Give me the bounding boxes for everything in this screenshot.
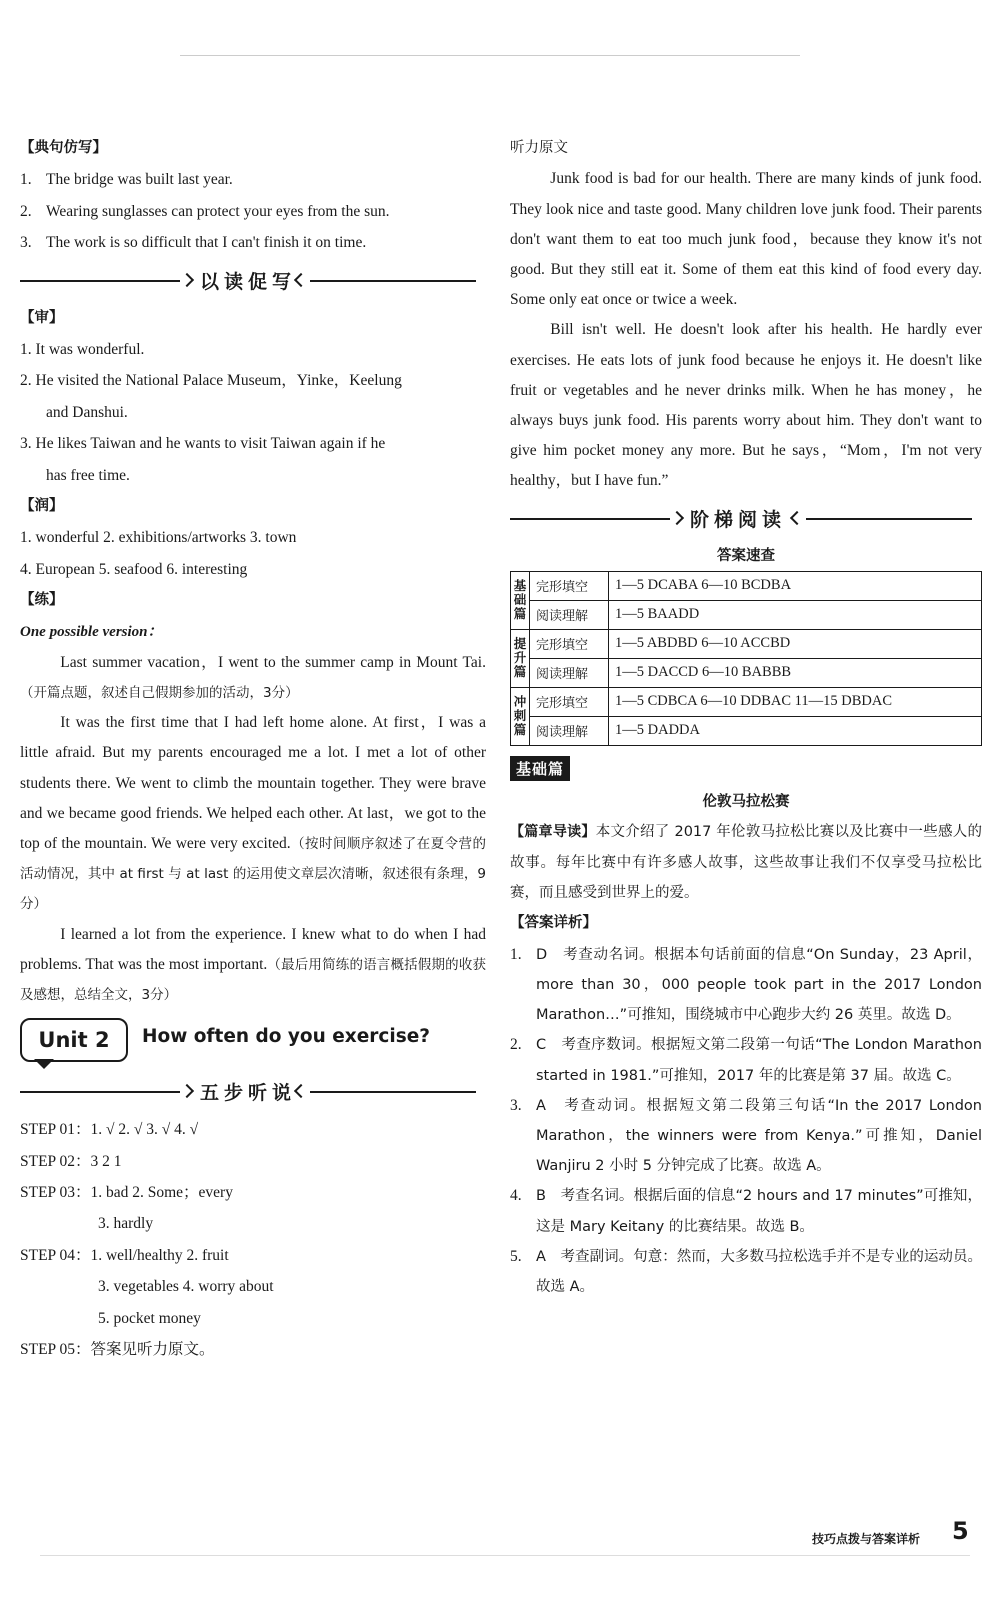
step-04: STEP 04：1. well/healthy 2. fruit [20, 1246, 229, 1264]
top-rule [180, 55, 800, 56]
answer-detail-2: 2. C 考查序数词。根据短文第二段第一句话“The London Marathon started in 1981.”可推知，2017 年的比赛是第 37 届。故选 C。 [510, 1036, 982, 1084]
shen-line-1: 1. It was wonderful. [20, 341, 145, 359]
unit-title: How often do you exercise? [142, 1026, 431, 1048]
footer-label: 技巧点拨与答案详析 [812, 1532, 921, 1546]
listening-paragraph-2: Bill isn't well. He doesn't look after his health. He hardly ever exercises. He eats lots of junk food because he enjoys it. He doesn't like fruit or vegetables and he never drinks milk. When he has money，he always buys junk food. His parents worry about him. They don't want to give him pocket money any more. But he says，“Mom，I'm not very healthy，but I have fun.” [510, 321, 982, 490]
chevron-right-icon [180, 1084, 194, 1098]
question-type: 完形填空 [530, 571, 609, 600]
dianju-item-3: 3. The work is so difficult that I can't finish it on time. [20, 234, 367, 252]
group-label: 冲刺篇 [511, 687, 530, 745]
answer-cell: 1—5 BAADD [609, 600, 982, 629]
table-row [511, 716, 982, 745]
shen-line-2b: and Danshui. [46, 403, 128, 421]
answer-cell: 1—5 DCABA 6—10 BCDBA [609, 571, 982, 600]
unit-header [20, 1018, 486, 1070]
essay-paragraph-3: I learned a lot from the experience. I knew what to do when I had problems. That was the most important.（最后用简练的语言概括假期的收获及感想，总结全文，3分） [20, 925, 486, 1003]
unit-badge: Unit 2 [20, 1018, 128, 1062]
run-line-1: 1. wonderful 2. exhibitions/artworks 3. town [20, 529, 297, 547]
dianju-heading: 【典句仿写】 [20, 140, 107, 156]
table-row [511, 600, 982, 629]
section-header-wubu: 五步听说 [20, 1076, 486, 1108]
answer-cell: 1—5 ABDBD 6—10 ACCBD [609, 629, 982, 658]
table-row [511, 687, 982, 716]
left-column [20, 133, 486, 1365]
answer-table [510, 571, 982, 746]
section-header-jieti: 阶梯阅读 [510, 503, 982, 535]
shen-line-3b: has free time. [46, 466, 130, 484]
table-row [511, 629, 982, 658]
section-tag: 基础篇 [510, 756, 570, 781]
listening-heading: 听力原文 [510, 140, 568, 156]
chevron-right-icon [670, 511, 684, 525]
detail-heading: 【答案详析】 [510, 915, 597, 932]
group-label: 提升篇 [511, 629, 530, 687]
run-line-2: 4. European 5. seafood 6. interesting [20, 560, 248, 578]
shen-line-2: 2. He visited the National Palace Museum，Yinke，Keelung [20, 372, 402, 390]
group-label: 基础篇 [511, 571, 530, 629]
article-title: 伦敦马拉松赛 [702, 793, 790, 810]
step-03b: 3. hardly [98, 1215, 154, 1233]
chevron-right-icon [180, 273, 194, 287]
shen-heading: 【审】 [20, 309, 64, 326]
page-number: 5 [952, 1517, 969, 1545]
answer-cell: 1—5 DADDA [609, 716, 982, 745]
dianju-item-1: 1. The bridge was built last year. [20, 171, 233, 189]
version-label: One possible version： [20, 623, 163, 640]
question-type: 阅读理解 [530, 658, 609, 687]
answer-detail-3: 3. A 考查动词。根据短文第二段第三句话“In the 2017 London Marathon，the winners were from Kenya.”可推知，Daniel Wanjiru 2 小时 5 分钟完成了比赛。故选 A。 [510, 1096, 982, 1175]
question-type: 阅读理解 [530, 716, 609, 745]
step-02: STEP 02：3 2 1 [20, 1152, 122, 1170]
answer-detail-4: 4. B 考查名词。根据后面的信息“2 hours and 17 minutes”可推知，这是 Mary Keitany 的比赛结果。故选 B。 [510, 1187, 982, 1235]
answer-detail-1: 1. D 考查动名词。根据本句话前面的信息“On Sunday，23 April，more than 30，000 people took part in the 2017 London Marathon…”可推知，围绕城市中心跑步大约 26 英里。故选 D。 [510, 945, 982, 1024]
step-05: STEP 05：答案见听力原文。 [20, 1340, 215, 1358]
bottom-rule [40, 1555, 970, 1556]
table-row [511, 571, 982, 600]
step-03: STEP 03：1. bad 2. Some；every [20, 1183, 233, 1201]
listening-paragraph-1: Junk food is bad for our health. There are many kinds of junk food. They look nice and taste good. Many children love junk food. Their parents don't want them to eat too much junk food，because they know it's not good. But they still eat it. Some of them eat this kind of food every day. Some only eat once or twice a week. [510, 170, 982, 309]
dianju-item-2: 2. Wearing sunglasses can protect your eyes from the sun. [20, 202, 390, 220]
chevron-left-icon [294, 273, 308, 287]
table-row [511, 658, 982, 687]
essay-paragraph-2: It was the first time that I had left home alone. At first，I was a little afraid. But my parents encouraged me a lot. I met a lot of other students there. We went to climb the mountain together. They were brave and we became good friends. We helped each other. At last，we got to the top of the mountain. We were very excited.（按时间顺序叙述了在夏令营的活动情况，其中 at first 与 at last 的运用使文章层次清晰，叙述很有条理，9分） [20, 714, 486, 913]
run-heading: 【润】 [20, 498, 64, 515]
lian-heading: 【练】 [20, 592, 64, 609]
answer-detail-5: 5. A 考查副词。句意：然而，大多数马拉松选手并不是专业的运动员。故选 A。 [510, 1247, 982, 1296]
section-header-yidu: 以读促写 [20, 265, 486, 297]
right-column [510, 133, 982, 1302]
table-caption: 答案速查 [717, 547, 775, 564]
guide-paragraph: 【篇章导读】本文介绍了 2017 年伦敦马拉松比赛以及比赛中一些感人的故事。每年比赛中有许多感人故事，这些故事让我们不仅享受马拉松比赛，而且感受到世界上的爱。 [510, 823, 983, 902]
step-01: STEP 01：1. √ 2. √ 3. √ 4. √ [20, 1121, 199, 1139]
chevron-left-icon [790, 511, 804, 525]
answer-cell: 1—5 DACCD 6—10 BABBB [609, 658, 982, 687]
question-type: 阅读理解 [530, 600, 609, 629]
question-type: 完形填空 [530, 629, 609, 658]
question-type: 完形填空 [530, 687, 609, 716]
essay-paragraph-1: Last summer vacation，I went to the summer camp in Mount Tai.（开篇点题，叙述自己假期参加的活动，3分） [20, 653, 486, 701]
chevron-left-icon [294, 1084, 308, 1098]
step-04c: 5. pocket money [98, 1309, 201, 1327]
step-04b: 3. vegetables 4. worry about [98, 1278, 274, 1296]
answer-cell: 1—5 CDBCA 6—10 DDBAC 11—15 DBDAC [609, 687, 982, 716]
shen-line-3: 3. He likes Taiwan and he wants to visit Taiwan again if he [20, 435, 386, 453]
speech-bubble-tail-icon [34, 1059, 54, 1069]
